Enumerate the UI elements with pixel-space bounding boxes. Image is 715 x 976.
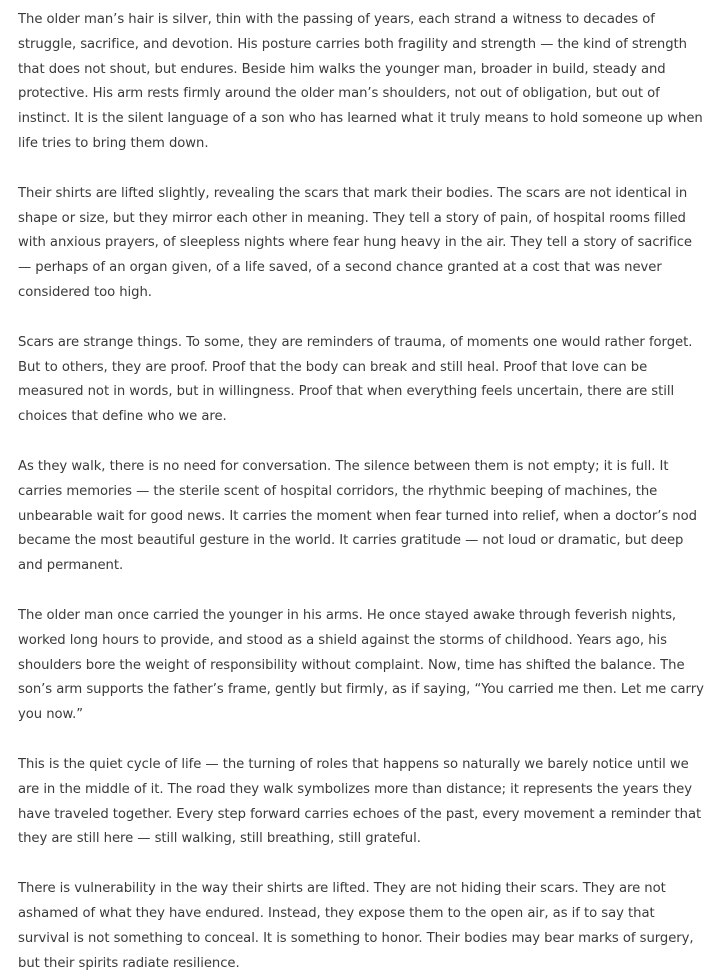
paragraph: Scars are strange things. To some, they are reminders of trauma, of moments one would rather forget. But to others, they are proof. Proof that the body can break and still heal. Proof that love can be measured not in words, but in willingness. Proof that when everything feels uncertain, there are still choices that define who we are. — [18, 334, 693, 425]
paragraph: As they walk, there is no need for conversation. The silence between them is not empty; it is full. It carries memories — the sterile scent of hospital corridors, the rhythmic beeping of machines, the unbearable wait for good news. It carries the moment when fear turned into relief, when a doctor’s nod became the most beautiful gesture in the world. It carries gratitude — not loud or dramatic, but deep and permanent. — [18, 458, 697, 574]
paragraph: Their shirts are lifted slightly, revealing the scars that mark their bodies. The scars are not identical in shape or size, but they mirror each other in meaning. They tell a story of pain, of hospital rooms filled with anxious prayers, of sleepless nights where fear hung heavy in the air. They tell a story of sacrifice — perhaps of an organ given, of a life saved, of a second chance granted at a cost that was never considered too high. — [18, 185, 692, 300]
paragraph: This is the quiet cycle of life — the turning of roles that happens so naturally we barely notice until we are in the middle of it. The road they walk symbolizes more than distance; it represents the years they have traveled together. Every step forward carries echoes of the past, every movement a reminder that they are still here — still walking, still breathing, still grateful. — [18, 756, 702, 847]
paragraph: There is vulnerability in the way their shirts are lifted. They are not hiding their scars. They are not ashamed of what they have endured. Instead, they expose them to the open air, as if to say that survival is not something to conceal. It is something to honor. Their bodies may bear marks of surgery, but their spirits radiate resilience. — [18, 881, 694, 971]
paragraph: The older man once carried the younger in his arms. He once stayed awake through feverish nights, worked long hours to provide, and stood as a shield against the storms of childhood. Years ago, his shoulders bore the weight of responsibility without complaint. Now, time has shifted the balance. The son’s arm supports the father’s frame, gently but firmly, as if saying, “You carried me then. Let me carry you now.” — [18, 607, 704, 723]
paragraph: The older man’s hair is silver, thin with the passing of years, each strand a witness to decades of struggle, sacrifice, and devotion. His posture carries both fragility and strength — the kind of strength that does not shout, but endures. Beside him walks the younger man, broader in build, steady and protective. His arm rests firmly around the older man’s shoulders, not out of obligation, but out of instinct. It is the silent language of a son who has learned what it truly means to hold someone up when life tries to bring them down. — [18, 12, 703, 151]
